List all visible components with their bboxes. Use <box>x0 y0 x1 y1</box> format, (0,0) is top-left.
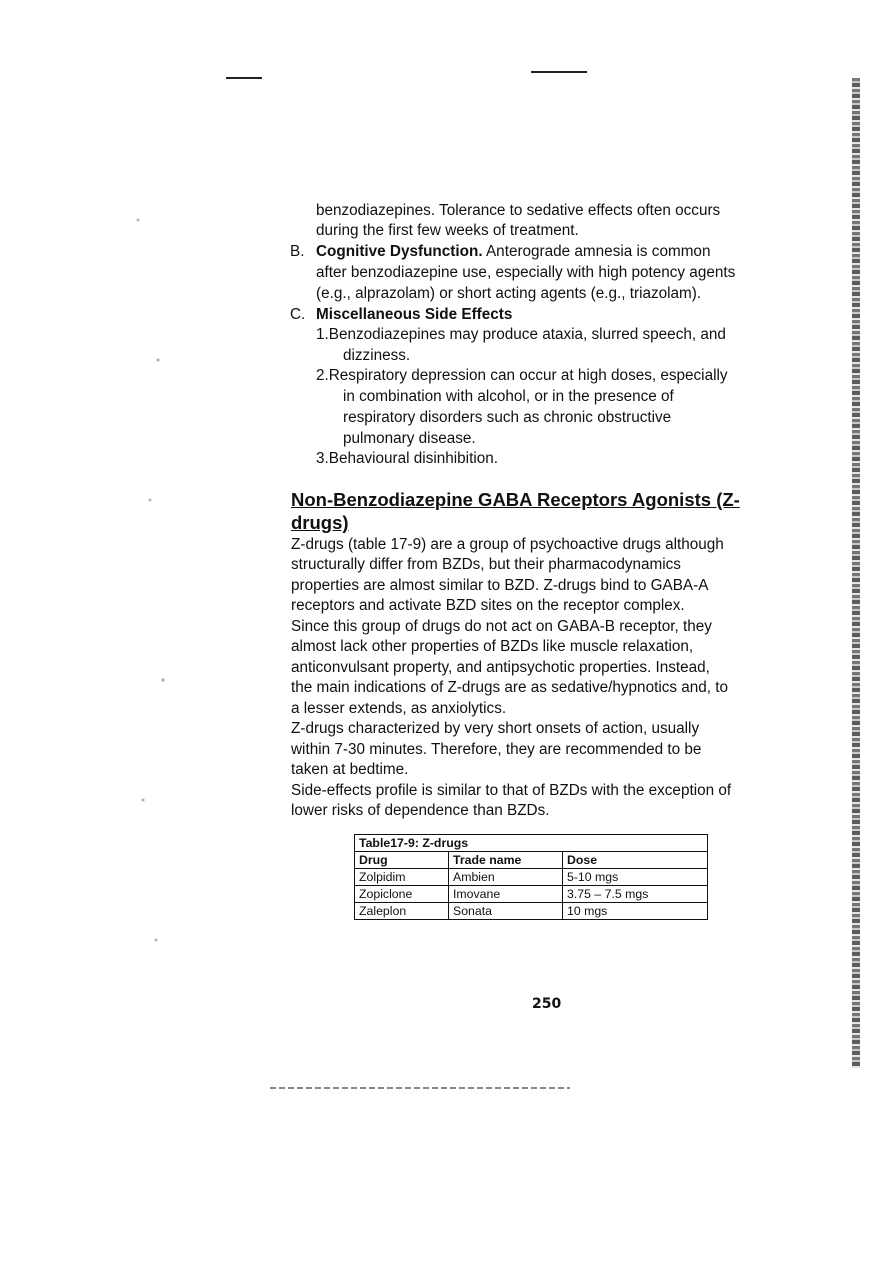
table-header-row <box>355 852 708 869</box>
sublist-item-cont: pulmonary disease. <box>343 430 476 447</box>
body-line: a lesser extends, as anxiolytics. <box>291 700 507 717</box>
scan-artifact-line <box>270 1087 570 1089</box>
scan-artifact-line <box>531 71 587 73</box>
table-row <box>355 903 708 920</box>
list-item-text: Anterograde amnesia is common <box>482 243 711 260</box>
table-cell: 3.75 – 7.5 mgs <box>563 886 708 903</box>
column-header-dose: Dose <box>563 852 708 869</box>
sublist-item: 3.Behavioural disinhibition. <box>316 450 498 467</box>
list-item-title: Miscellaneous Side Effects <box>316 306 513 323</box>
body-line: benzodiazepines. Tolerance to sedative effects often occurs <box>316 202 721 219</box>
body-line: lower risks of dependence than BZDs. <box>291 802 550 819</box>
table-cell: Sonata <box>449 903 563 920</box>
column-header-drug: Drug <box>355 852 449 869</box>
table-caption-row <box>355 835 708 852</box>
sublist-item: 1.Benzodiazepines may produce ataxia, slurred speech, and <box>316 326 726 343</box>
body-line: taken at bedtime. <box>291 761 409 778</box>
sublist-item-cont: respiratory disorders such as chronic obstructive <box>343 409 672 426</box>
table-cell: Zolpidim <box>355 869 449 886</box>
table-row <box>355 886 708 903</box>
body-line: structurally differ from BZDs, but their pharmacodynamics <box>291 556 681 573</box>
list-marker: B. <box>290 243 305 260</box>
table-caption: Table17-9: Z-drugs <box>355 835 708 852</box>
table-row <box>355 869 708 886</box>
body-line: Z-drugs (table 17-9) are a group of psychoactive drugs although <box>291 536 724 553</box>
scan-artifact-line <box>226 77 262 79</box>
section-heading <box>291 488 791 534</box>
body-line: within 7-30 minutes. Therefore, they are recommended to be <box>291 741 702 758</box>
list-item-cognitive-dysfunction <box>316 242 710 263</box>
table-cell: Ambien <box>449 869 563 886</box>
sublist-item-cont: dizziness. <box>343 347 411 364</box>
body-line: the main indications of Z-drugs are as sedative/hypnotics and, to <box>291 679 729 696</box>
body-line: Z-drugs characterized by very short onsets of action, usually <box>291 720 700 737</box>
table-cell: Imovane <box>449 886 563 903</box>
body-line: (e.g., alprazolam) or short acting agents (e.g., triazolam). <box>316 285 702 302</box>
scan-edge-specks <box>128 180 188 1040</box>
section-heading-line: drugs) <box>291 512 349 533</box>
body-line: Since this group of drugs do not act on GABA-B receptor, they <box>291 618 712 635</box>
table-cell: Zaleplon <box>355 903 449 920</box>
scan-edge-shadow <box>852 78 860 1068</box>
table-cell: 10 mgs <box>563 903 708 920</box>
body-line: anticonvulsant property, and antipsychotic properties. Instead, <box>291 659 710 676</box>
body-line: during the first few weeks of treatment. <box>316 222 579 239</box>
body-line: receptors and activate BZD sites on the receptor complex. <box>291 597 685 614</box>
section-heading-line: Non-Benzodiazepine GABA Receptors Agonists (Z- <box>291 489 740 510</box>
list-item-title: Cognitive Dysfunction. <box>316 243 483 260</box>
list-marker: C. <box>290 306 306 323</box>
sublist-item-cont: in combination with alcohol, or in the presence of <box>343 388 674 405</box>
body-line: after benzodiazepine use, especially with high potency agents <box>316 264 736 281</box>
page-number: 250 <box>532 996 562 1012</box>
body-line: almost lack other properties of BZDs like muscle relaxation, <box>291 638 694 655</box>
sublist-item: 2.Respiratory depression can occur at high doses, especially <box>316 367 728 384</box>
z-drugs-table <box>354 834 708 920</box>
body-line: properties are almost similar to BZD. Z-drugs bind to GABA-A <box>291 577 709 594</box>
table-cell: Zopiclone <box>355 886 449 903</box>
body-line: Side-effects profile is similar to that of BZDs with the exception of <box>291 782 732 799</box>
table-cell: 5-10 mgs <box>563 869 708 886</box>
column-header-trade-name: Trade name <box>449 852 563 869</box>
